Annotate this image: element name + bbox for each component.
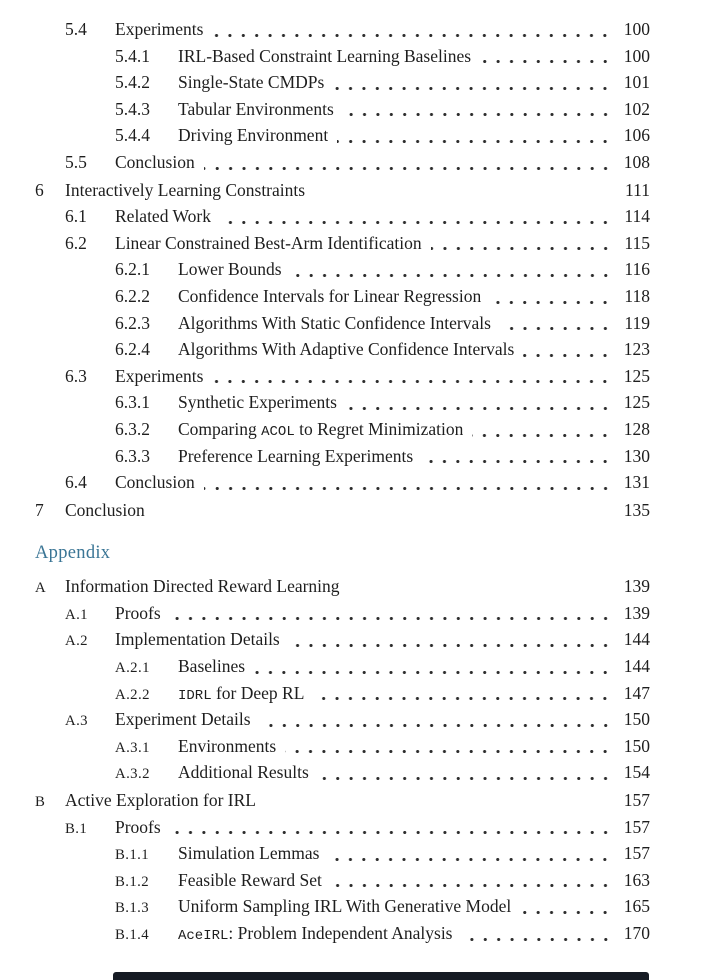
toc-entry-number: 6.3.2 xyxy=(115,418,150,439)
toc-leader-dots xyxy=(462,938,613,941)
toc-leader-dots xyxy=(318,777,612,780)
toc-leader-dots xyxy=(291,274,612,277)
toc-entry-title: Uniform Sampling IRL With Generative Model xyxy=(178,896,512,917)
toc-entry[interactable] xyxy=(35,920,650,947)
toc-entry-number: 5.4.2 xyxy=(115,72,150,93)
toc-entry-title: Confidence Intervals for Linear Regression xyxy=(178,285,482,306)
toc-entry-number: 6.2 xyxy=(65,232,87,253)
toc-leader-dots xyxy=(212,34,612,37)
toc-entry[interactable] xyxy=(35,759,650,786)
toc-entry-title: Experiments xyxy=(115,19,204,39)
toc-leader-dots xyxy=(254,671,612,674)
toc-entry[interactable] xyxy=(35,283,650,310)
toc-entry-number: 5.4.4 xyxy=(115,125,150,146)
toc-entry-number: 6.2.4 xyxy=(115,339,150,360)
toc-entry-title: Experiments xyxy=(115,365,204,386)
toc-entry-page: 119 xyxy=(624,312,650,333)
toc-leader-dots xyxy=(204,167,612,170)
toc-entry-page: 125 xyxy=(623,365,650,386)
toc-entry-title: Implementation Details xyxy=(115,629,280,650)
toc-entry-number: 5.4.1 xyxy=(115,45,150,66)
toc-appendix-list xyxy=(35,573,650,946)
toc-entry-page: 130 xyxy=(623,445,650,466)
toc-entry-number: B xyxy=(35,794,46,811)
toc-entry-number: A.2 xyxy=(65,633,88,650)
toc-entry[interactable] xyxy=(35,96,650,123)
toc-leader-dots xyxy=(337,140,612,143)
toc-entry-page: 114 xyxy=(624,206,650,227)
toc-entry-number: B.1.1 xyxy=(115,847,150,864)
toc-entry-title: Conclusion xyxy=(65,499,145,520)
toc-entry-page: 150 xyxy=(623,735,650,756)
toc-entry-page: 144 xyxy=(623,656,650,677)
toc-main-list xyxy=(35,16,650,523)
toc-entry-number: A.1 xyxy=(65,606,88,623)
toc-entry-title: Single-State CMDPs xyxy=(178,72,325,93)
toc-entry-page: 123 xyxy=(623,339,650,360)
toc-entry-title: Interactively Learning Constraints xyxy=(65,179,306,200)
toc-entry-number: 6.2.2 xyxy=(115,285,150,306)
toc-entry-page: 150 xyxy=(623,709,650,730)
toc-entry[interactable] xyxy=(35,443,650,470)
toc-title-segment: to Regret Minimization xyxy=(294,418,464,439)
toc-entry-number: A.3.1 xyxy=(115,739,150,756)
toc-entry-page: 128 xyxy=(623,418,650,439)
toc-entry[interactable] xyxy=(35,256,650,283)
toc-entry-page: 115 xyxy=(624,232,650,253)
toc-entry[interactable] xyxy=(35,336,650,363)
toc-entry-page: 157 xyxy=(623,816,650,837)
toc-entry[interactable] xyxy=(35,573,650,600)
toc-entry-page: 157 xyxy=(623,790,650,811)
toc-entry[interactable] xyxy=(35,733,650,760)
toc-entry-page: 131 xyxy=(623,472,650,493)
toc-entry[interactable] xyxy=(35,363,650,390)
toc-entry-number: 5.4.3 xyxy=(115,98,150,119)
toc-title-mono-segment: ACOL xyxy=(261,423,295,440)
toc-leader-dots xyxy=(346,407,612,410)
toc-entry-page: 108 xyxy=(623,151,650,172)
toc-entry-page: 111 xyxy=(625,179,650,200)
toc-entry-page: 100 xyxy=(623,19,650,39)
toc-entry-number: 7 xyxy=(35,499,44,520)
toc-leader-dots xyxy=(472,434,612,437)
toc-leader-dots xyxy=(220,221,612,224)
toc-entry-page: 144 xyxy=(623,629,650,650)
toc-entry-title xyxy=(178,920,453,950)
toc-leader-dots xyxy=(313,697,612,700)
toc-title-segment: for Deep RL xyxy=(211,682,305,703)
toc-entry-number: B.1.4 xyxy=(115,927,150,943)
toc-entry-title: Proofs xyxy=(115,816,161,837)
toc-entry-number: 6 xyxy=(35,179,44,200)
toc-entry-title: Baselines xyxy=(178,656,246,677)
toc-entry-page: 170 xyxy=(623,923,650,943)
toc-entry-page: 106 xyxy=(623,125,650,146)
toc-entry-title: Environments xyxy=(178,735,277,756)
toc-leader-dots xyxy=(170,831,612,834)
toc-entry-title: Related Work xyxy=(115,206,211,227)
toc-entry-number: A.3.2 xyxy=(115,766,150,783)
toc-entry-page: 101 xyxy=(623,72,650,93)
toc-title-mono-segment: AceIRL xyxy=(178,928,229,944)
toc-entry-title xyxy=(178,416,463,446)
toc-entry-page: 100 xyxy=(623,45,650,66)
toc-entry-number: B.1 xyxy=(65,820,88,837)
toc-entry-title: Conclusion xyxy=(115,151,195,172)
toc-entry-title: IRL-Based Constraint Learning Baselines xyxy=(178,45,472,66)
toc-entry-page: 102 xyxy=(623,98,650,119)
toc-title-mono-segment: IDRL xyxy=(178,687,212,704)
toc-entry[interactable] xyxy=(35,16,650,43)
toc-entry-number: 6.3 xyxy=(65,365,87,386)
toc-leader-dots xyxy=(328,858,612,861)
toc-entry[interactable] xyxy=(35,706,650,733)
next-page-preview-bar xyxy=(113,972,649,980)
toc-entry-number: 5.4 xyxy=(65,19,87,39)
toc-leader-dots xyxy=(480,60,612,63)
toc-entry-page: 116 xyxy=(624,259,650,280)
toc-entry[interactable] xyxy=(35,893,650,920)
toc-entry-page: 157 xyxy=(623,843,650,864)
toc-leader-dots xyxy=(289,644,612,647)
toc-entry-page: 135 xyxy=(623,499,650,520)
toc-leader-dots xyxy=(500,327,612,330)
toc-entry-title: Conclusion xyxy=(115,472,195,493)
toc-entry-title: Driving Environment xyxy=(178,125,329,146)
appendix-heading: Appendix xyxy=(35,543,111,564)
toc-title-segment: : Problem Independent Analysis xyxy=(228,923,453,943)
toc-entry-page: 125 xyxy=(623,392,650,413)
toc-leader-dots xyxy=(333,87,612,90)
toc-entry-title: Preference Learning Experiments xyxy=(178,445,414,466)
toc-entry[interactable] xyxy=(35,203,650,230)
toc-leader-dots xyxy=(343,113,612,116)
toc-entry[interactable] xyxy=(35,867,650,894)
toc-entry-page: 118 xyxy=(624,285,650,306)
toc-entry-page: 165 xyxy=(623,896,650,917)
toc-entry-title: Feasible Reward Set xyxy=(178,869,322,890)
toc-entry-title: Additional Results xyxy=(178,762,309,783)
toc-entry-title: Tabular Environments xyxy=(178,98,334,119)
toc-entry[interactable] xyxy=(35,814,650,841)
toc-entry-number: A.3 xyxy=(65,713,88,730)
toc-entry[interactable] xyxy=(35,497,650,524)
toc-entry[interactable] xyxy=(35,389,650,416)
toc-entry-number: A.2.2 xyxy=(115,686,150,703)
toc-entry-page: 139 xyxy=(623,576,650,597)
toc-entry-number: 6.4 xyxy=(65,472,87,493)
toc-entry-number: 5.5 xyxy=(65,151,87,172)
toc-entry[interactable] xyxy=(35,600,650,627)
toc-entry-title xyxy=(178,680,304,710)
toc-entry[interactable] xyxy=(35,149,650,176)
toc-entry[interactable] xyxy=(35,680,650,707)
toc-entry[interactable] xyxy=(35,653,650,680)
toc-entry[interactable] xyxy=(35,840,650,867)
toc-entry-number: A xyxy=(35,580,47,597)
toc-title-segment: Comparing xyxy=(178,418,262,439)
toc-entry-title: Experiment Details xyxy=(115,709,251,730)
toc-leader-dots xyxy=(490,301,612,304)
toc-entry-title: Algorithms With Static Confidence Intervals xyxy=(178,312,491,333)
toc-entry[interactable] xyxy=(35,69,650,96)
toc-leader-dots xyxy=(431,247,612,250)
toc-entry-title: Proofs xyxy=(115,602,161,623)
toc-entry-number: B.1.2 xyxy=(115,873,150,890)
toc-entry[interactable] xyxy=(35,787,650,814)
toc-entry[interactable] xyxy=(35,416,650,443)
toc-entry-title: Linear Constrained Best-Arm Identification xyxy=(115,232,422,253)
toc-entry-page: 147 xyxy=(623,682,650,703)
toc-entry-number: A.2.1 xyxy=(115,660,150,677)
toc-entry-number: 6.3.3 xyxy=(115,445,150,466)
toc-entry[interactable] xyxy=(35,310,650,337)
toc-entry[interactable] xyxy=(35,177,650,204)
toc-entry-title: Information Directed Reward Learning xyxy=(65,576,340,597)
toc-leader-dots xyxy=(520,911,612,914)
toc-entry-page: 154 xyxy=(623,762,650,783)
toc-leader-dots xyxy=(523,354,612,357)
toc-entry-number: 6.1 xyxy=(65,206,87,227)
toc-entry-number: 6.2.1 xyxy=(115,259,150,280)
toc-leader-dots xyxy=(422,460,612,463)
toc-entry-number: 6.3.1 xyxy=(115,392,150,413)
toc-entry-page: 139 xyxy=(623,602,650,623)
toc-entry-page: 163 xyxy=(623,869,650,890)
toc-leader-dots xyxy=(260,724,612,727)
toc-leader-dots xyxy=(204,487,612,490)
toc-entry-title: Simulation Lemmas xyxy=(178,843,320,864)
toc-entry-title: Active Exploration for IRL xyxy=(65,790,256,811)
toc-leader-dots xyxy=(331,884,612,887)
toc-entry-number: B.1.3 xyxy=(115,900,150,917)
toc-entry[interactable] xyxy=(35,469,650,496)
toc-entry[interactable] xyxy=(35,230,650,257)
toc-leader-dots xyxy=(170,617,612,620)
toc-entry[interactable] xyxy=(35,122,650,149)
toc-leader-dots xyxy=(212,380,612,383)
toc-entry-number: 6.2.3 xyxy=(115,312,150,333)
toc-entry[interactable] xyxy=(35,43,650,70)
toc-entry-title: Algorithms With Adaptive Confidence Intervals xyxy=(178,339,515,360)
toc-entry-title: Synthetic Experiments xyxy=(178,392,337,413)
toc-leader-dots xyxy=(285,750,612,753)
toc-entry-title: Lower Bounds xyxy=(178,259,282,280)
toc-entry[interactable] xyxy=(35,626,650,653)
